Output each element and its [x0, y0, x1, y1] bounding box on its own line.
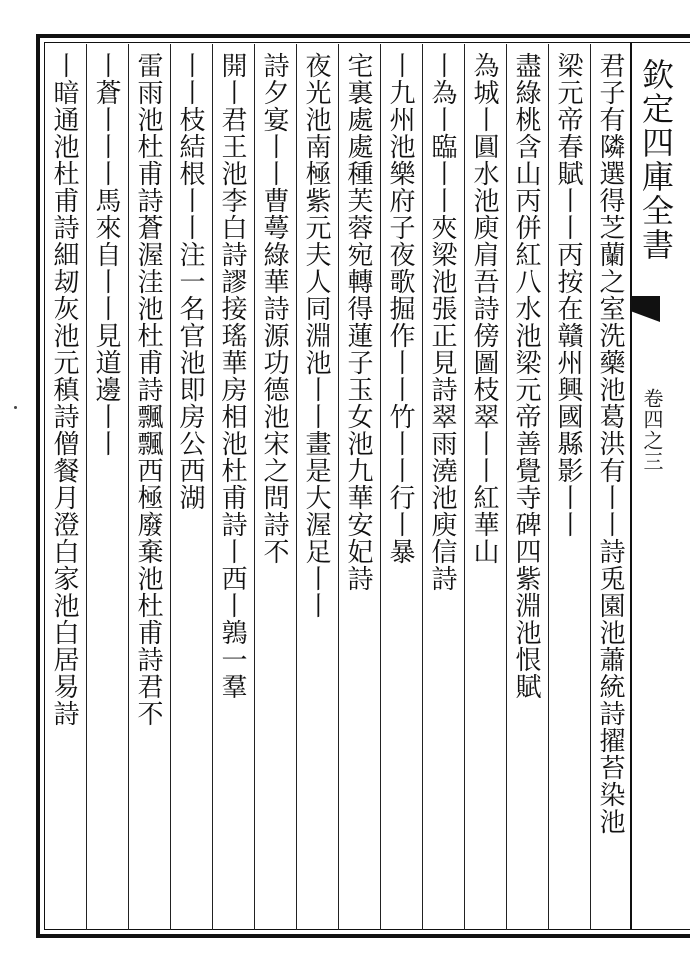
- column-rule: [254, 44, 255, 930]
- column-text: 開丨君王池李白詩謬接瑤華房相池杜甫詩丨西丨鶉一羣: [217, 52, 247, 700]
- column-text: 丨九州池樂府子夜歌掘作丨丨竹丨丨行丨暴: [385, 52, 415, 565]
- text-column: [258, 52, 294, 924]
- column-rule: [296, 44, 297, 930]
- column-rule: [548, 44, 549, 930]
- column-text: 君子有隣選得芝蘭之室洗藥池葛洪有丨丨詩兎園池蕭統詩擢苔染池: [595, 52, 625, 835]
- column-rule: [128, 44, 129, 930]
- text-column: [594, 52, 630, 924]
- text-column: [216, 52, 252, 924]
- column-text: 為城丨圓水池庾肩吾詩傍圖枝翠丨丨紅華山: [469, 52, 499, 565]
- column-text: 雷雨池杜甫詩蒼渥洼池杜甫詩飄飄西極廢棄池杜甫詩君不: [133, 52, 163, 727]
- column-rule: [590, 44, 591, 930]
- column-text: 詩夕宴丨丨曹蕚綠華詩源功德池宋之問詩不: [259, 52, 289, 565]
- text-column: [384, 52, 420, 924]
- column-text: 梁元帝春賦丨丨丙按在贛州興國縣影丨丨: [553, 52, 583, 538]
- center-fold-rule: [630, 42, 632, 930]
- column-rule: [464, 44, 465, 930]
- column-rule: [380, 44, 381, 930]
- column-rule: [170, 44, 171, 930]
- column-text: 丨丨枝結根丨丨注一名官池即房公西湖: [175, 52, 205, 511]
- text-column: [48, 52, 84, 924]
- column-rule: [422, 44, 423, 930]
- column-text: 盡綠桃含山丙併紅八水池梁元帝善覺寺碑四紫淵池恨賦: [511, 52, 541, 700]
- text-column: [552, 52, 588, 924]
- column-text: 丨為丨臨丨丨夾梁池張正見詩翠雨澆池庾信詩: [427, 52, 457, 592]
- column-rule: [86, 44, 87, 930]
- column-rule: [338, 44, 339, 930]
- text-column: [174, 52, 210, 924]
- volume-label: 卷四之三: [640, 388, 664, 472]
- text-column: [510, 52, 546, 924]
- margin-speck: [14, 406, 17, 409]
- text-column: [426, 52, 462, 924]
- text-column: [132, 52, 168, 924]
- column-text: 丨暗通池杜甫詩細刼灰池元稹詩僧餐月澄白家池白居易詩: [49, 52, 79, 727]
- text-column: [342, 52, 378, 924]
- text-column: [90, 52, 126, 924]
- text-column: [468, 52, 504, 924]
- column-rule: [506, 44, 507, 930]
- column-text: 丨蒼丨丨丨馬來自丨丨見道邊丨丨: [91, 52, 121, 457]
- column-text: 宅裏處處種芙蓉宛轉得蓮子玉女池九華安妃詩: [343, 52, 373, 592]
- column-text: 夜光池南極紫元夫人同淵池丨丨畫是大渥足丨丨: [301, 52, 331, 619]
- column-rule: [212, 44, 213, 930]
- book-title: 欽定四庫全書: [637, 58, 675, 262]
- text-column: [300, 52, 336, 924]
